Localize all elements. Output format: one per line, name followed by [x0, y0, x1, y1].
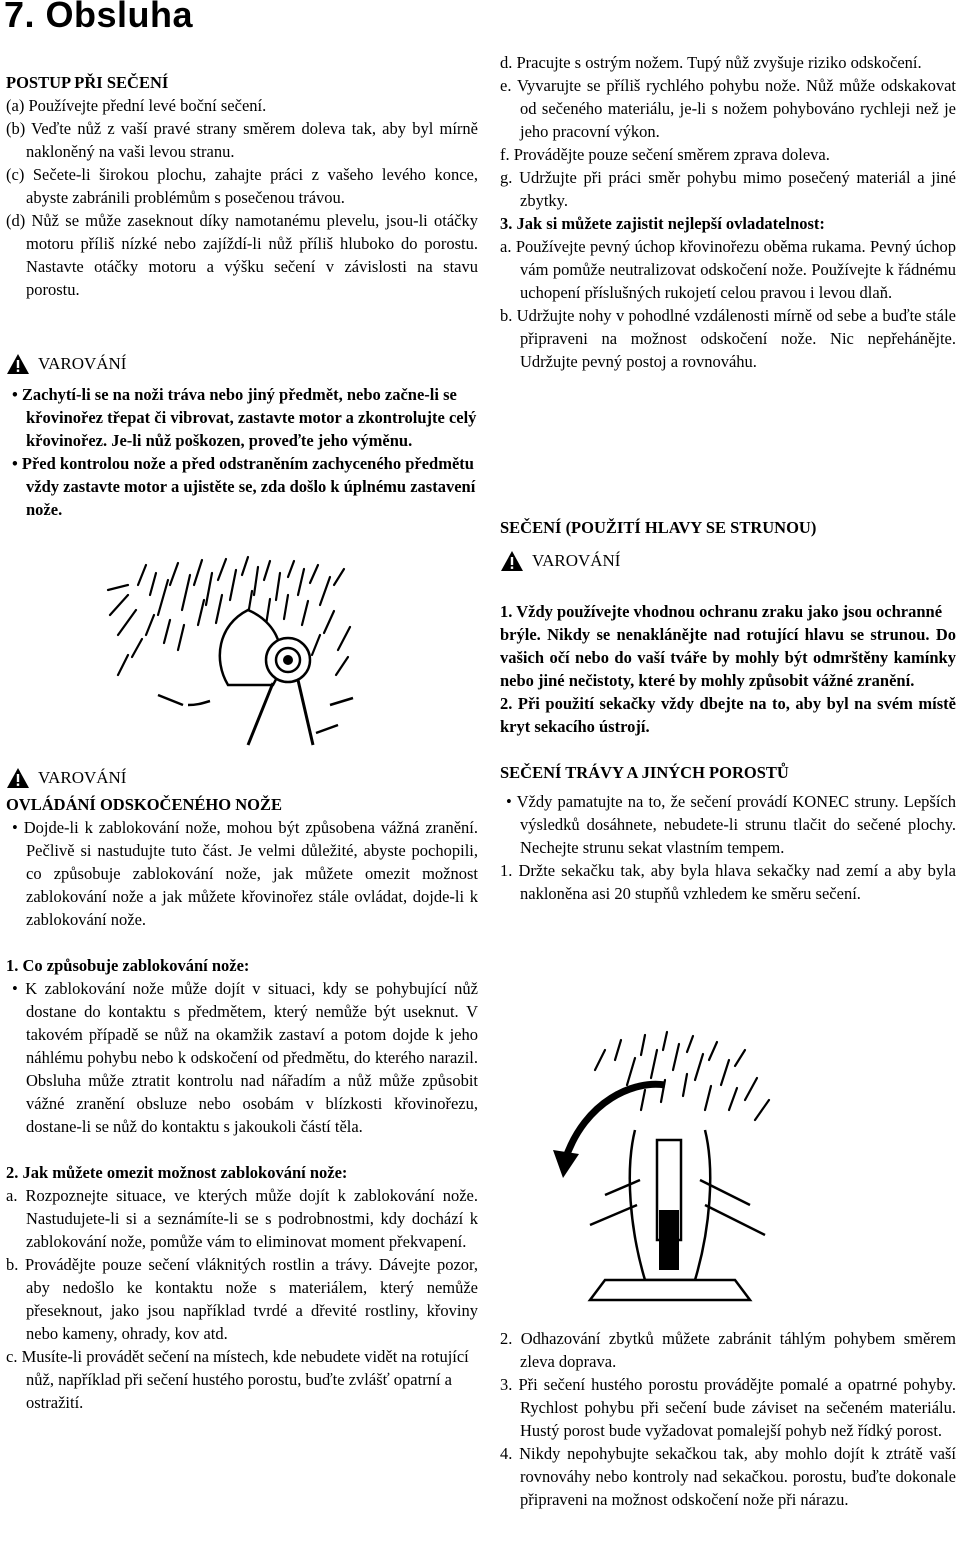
- warning-block-1: [6, 352, 478, 521]
- string-heading: SEČENÍ (POUŽITÍ HLAVY SE STRUNOU): [500, 518, 817, 537]
- string-trimmer-illustration: [545, 1030, 785, 1320]
- limit-item-b: b. Provádějte pouze sečení vláknitých rostlin a trávy. Dávejte pozor, aby nedošlo ke kontaktu nože s materiálem, který nemůže přeseknout, jako jsou například tvrdé a dřevité rostliny, křoviny nebo kameny, ohrady, kov atd.: [6, 1255, 478, 1343]
- limit-heading: 2. Jak můžete omezit možnost zablokování nože:: [6, 1163, 348, 1182]
- string-warning-1b: brýle. Nikdy se nenaklánějte nad rotující hlavu se strunou. Do vašich očí nebo do vaší tváře by mohly být odmrštěny kamínky nebo jiné nečistoty, které by mohly způsobit vážné zranění.: [500, 625, 956, 690]
- left-column-top: [6, 71, 478, 301]
- warning1-item-2: • Před kontrolou nože a před odstraněním zachyceného předmětu vždy zastavte motor a ujistěte se, zda došlo k úplnému zastavení nože.: [12, 454, 476, 519]
- grass-item-1: • Vždy pamatujte na to, že sečení provádí KONEC struny. Lepších výsledků dosáhnete, nebudete-li strunu tlačit do sečené plochy. Nechejte strunu sekat vlastním tempem.: [506, 792, 956, 857]
- postup-item-c: (c) Sečete-li širokou plochu, zahajte práci z vašeho levého konce, abyste zabránili problémům s posečenou trávou.: [6, 165, 478, 207]
- warning-label-2: VAROVÁNÍ: [38, 768, 127, 787]
- right-column-bottom: [500, 1327, 956, 1511]
- brushcutter-blade-illustration: [98, 555, 358, 750]
- bottom-item-3: 3. Při sečení hustého porostu provádějte pomalé a opatrné pohyby. Rychlost pohybu při sečení bude záviset na sečeném materiálu. Hustý porost bude vyžadovat pomalejší pohyb než řídký porost.: [500, 1375, 956, 1440]
- string-section: [500, 516, 956, 905]
- postup-heading: POSTUP PŘI SEČENÍ: [6, 73, 169, 92]
- warning-heading-3: [500, 549, 956, 572]
- right-item-g: g. Udržujte při práci směr pohybu mimo posečený materiál a jiné zbytky.: [500, 168, 956, 210]
- postup-item-d: (d) Nůž se může zaseknout díky namotanému plevelu, jsou-li otáčky motoru příliš nízké nebo zajíždí-li nůž příliš hluboko do porostu. Nastavte otáčky motoru a výšku sečení v závislosti na stavu porostu.: [6, 211, 478, 299]
- right-item-e: e. Vyvarujte se příliš rychlého pohybu nože. Nůž může odskakovat od sečeného materiálu, je-li s nožem pohybováno rychleji než je jeho pracovní výkon.: [500, 76, 956, 141]
- control-heading: 3. Jak si můžete zajistit nejlepší ovladatelnost:: [500, 214, 825, 233]
- right-item-f: f. Provádějte pouze sečení směrem zprava doleva.: [500, 145, 830, 164]
- right-column-top: [500, 51, 956, 373]
- warning-heading-2: [6, 766, 478, 789]
- warning-label-3: VAROVÁNÍ: [532, 551, 621, 570]
- warning-triangle-icon: [500, 550, 524, 572]
- control-item-b: b. Udržujte nohy v pohodlné vzdálenosti mírně od sebe a buďte stále připraveni na možnost odskočení nože. Nic nepřehánějte. Udržujte pevný postoj a rovnováhu.: [500, 306, 956, 371]
- cause-heading: 1. Co způsobuje zablokování nože:: [6, 956, 250, 975]
- right-item-d: d. Pracujte s ostrým nožem. Tupý nůž zvyšuje riziko odskočení.: [500, 53, 922, 72]
- bottom-item-4: 4. Nikdy nepohybujte sekačkou tak, aby mohlo dojít k ztrátě vaší rovnováhy nebo kontroly nad sekačkou. porostu, buďte dokonale připraveni na možnost odskočení nože při nárazu.: [500, 1444, 956, 1509]
- postup-item-b: (b) Veďte nůž z vaší pravé strany směrem doleva tak, aby byl mírně nakloněný na vaši levou stranu.: [6, 119, 478, 161]
- string-warning-2: 2. Při použití sekačky vždy dbejte na to, aby byl na svém místě kryt sekacího ústrojí.: [500, 694, 956, 736]
- limit-item-c: c. Musíte-li provádět sečení na místech, kde nebudete vidět na rotující nůž, například při sečení hustého porostu, buďte zvlášť opatrní a ostražití.: [6, 1347, 469, 1412]
- cause-text: • K zablokování nože může dojít v situaci, kdy se pohybující nůž dostane do kontaktu s předmětem, který nemůže být useknut. V takovém případě se nůž na okamžik zastaví a potom dojde k jeho náhlému pohybu nebo k odskočení od předmětu, do kterého narazil. Obsluha může ztratit kontrolu nad nářadím a nůž může způsobit vážné zranění obsluze nebo osobám v blízkosti křovinořezu, dostane-li se nůž do kontaktu s jakoukoli částí těla.: [12, 979, 478, 1136]
- bottom-item-2: 2. Odhazování zbytků můžete zabránit táhlým pohybem směrem zleva doprava.: [500, 1329, 956, 1371]
- control-item-a: a. Používejte pevný úchop křovinořezu oběma rukama. Pevný úchop vám pomůže neutralizovat odskočení nože. Používejte k řádnému uchopení příslušných rukojetí celou pravou i levou dlaň.: [500, 237, 956, 302]
- left-column-bottom: [6, 766, 478, 1414]
- warning1-item-1: • Zachytí-li se na noži tráva nebo jiný předmět, nebo začne-li se křovinořez třepat či vibrovat, zastavte motor a zkontrolujte celý křovinořez. Je-li nůž poškozen, proveďte jeho výměnu.: [12, 385, 477, 450]
- warning-heading-1: [6, 352, 478, 375]
- postup-item-a: (a) Používejte přední levé boční sečení.: [6, 96, 267, 115]
- grass-item-2: 1. Držte sekačku tak, aby byla hlava sekačky nad zemí a aby byla nakloněna asi 20 stupňů vzhledem ke směru sečení.: [500, 861, 956, 903]
- kickback-intro: • Dojde-li k zablokování nože, mohou být způsobena vážná zranění. Pečlivě si nastudujte tuto část. Je velmi důležité, abyste pochopili, co způsobuje zablokování nože, jak můžete omezit možnost zablokování nože a jak můžete křovinořez stále ovládat, dojde-li k zablokování nože.: [12, 818, 478, 929]
- warning-triangle-icon: [6, 353, 30, 375]
- string-warning-1: 1. Vždy používejte vhodnou ochranu zraku jako jsou ochranné: [500, 602, 943, 621]
- kickback-heading: OVLÁDÁNÍ ODSKOČENÉHO NOŽE: [6, 795, 282, 814]
- grass-heading: SEČENÍ TRÁVY A JINÝCH POROSTŮ: [500, 763, 789, 782]
- warning-triangle-icon: [6, 767, 30, 789]
- warning-label-1: VAROVÁNÍ: [38, 354, 127, 373]
- page-title: 7. Obsluha: [4, 0, 194, 35]
- limit-item-a: a. Rozpoznejte situace, ve kterých může dojít k zablokování nože. Nastudujete-li si a seznámíte-li se s podrobnostmi, kdy dochází k zablokování nože, pomůže vám to eliminovat moment překvapení.: [6, 1186, 478, 1251]
